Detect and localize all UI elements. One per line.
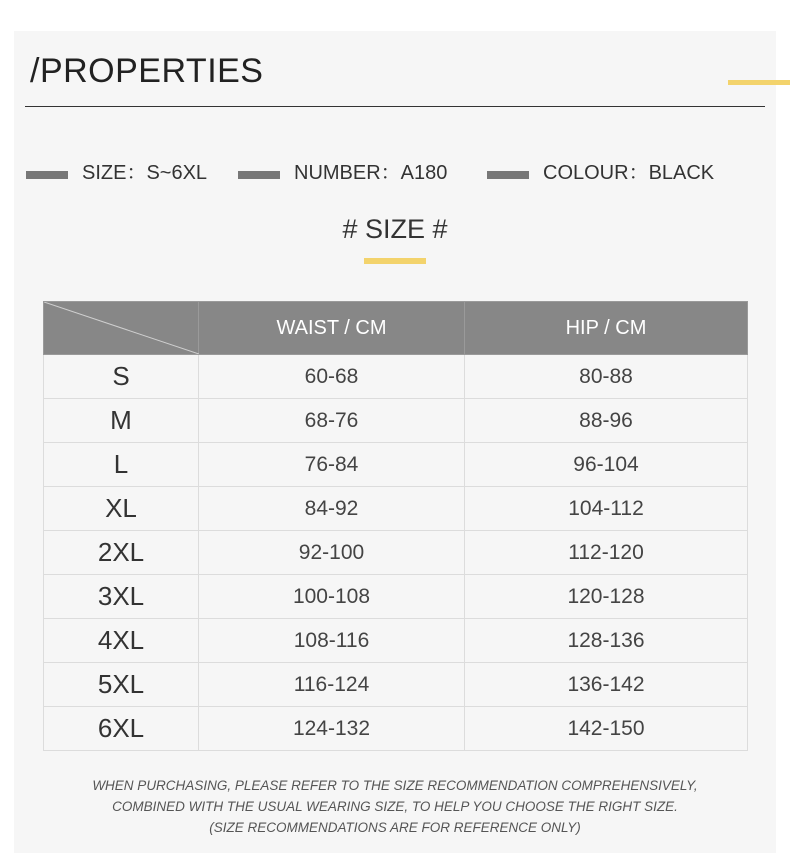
property-bullet — [487, 171, 529, 179]
size-cell: 6XL — [44, 707, 199, 751]
title-accent-bar — [728, 80, 790, 85]
waist-cell: 92-100 — [199, 531, 465, 575]
waist-column-header: WAIST / CM — [199, 302, 465, 355]
hip-cell: 104-112 — [465, 487, 748, 531]
table-row — [44, 487, 748, 531]
size-cell: XL — [44, 487, 199, 531]
table-header-row — [44, 302, 748, 355]
hip-cell: 128-136 — [465, 619, 748, 663]
property-size: SIZE：S~6XL — [82, 162, 208, 184]
waist-cell: 60-68 — [199, 355, 465, 399]
footnote-line: COMBINED WITH THE USUAL WEARING SIZE, TO HELP YOU CHOOSE THE RIGHT SIZE. — [112, 799, 678, 814]
waist-cell: 124-132 — [199, 707, 465, 751]
footnote-line: (SIZE RECOMMENDATIONS ARE FOR REFERENCE ONLY) — [209, 820, 581, 835]
hip-cell: 142-150 — [465, 707, 748, 751]
footnote-line: WHEN PURCHASING, PLEASE REFER TO THE SIZE RECOMMENDATION COMPREHENSIVELY, — [92, 778, 698, 793]
size-cell: L — [44, 443, 199, 487]
waist-cell: 84-92 — [199, 487, 465, 531]
size-cell: 2XL — [44, 531, 199, 575]
table-row — [44, 663, 748, 707]
size-cell: 3XL — [44, 575, 199, 619]
table-row — [44, 443, 748, 487]
table-row — [44, 399, 748, 443]
size-heading: # SIZE # — [342, 214, 448, 244]
title-divider — [25, 106, 765, 107]
hip-column-header: HIP / CM — [465, 302, 748, 355]
table-row — [44, 355, 748, 399]
property-bullet — [26, 171, 68, 179]
table-row — [44, 575, 748, 619]
size-disclaimer — [0, 775, 790, 838]
hip-cell: 136-142 — [465, 663, 748, 707]
hip-cell: 88-96 — [465, 399, 748, 443]
property-colour: COLOUR：BLACK — [543, 162, 715, 184]
hip-cell: 120-128 — [465, 575, 748, 619]
waist-cell: 76-84 — [199, 443, 465, 487]
table-row — [44, 531, 748, 575]
size-cell: 4XL — [44, 619, 199, 663]
size-table — [43, 301, 748, 751]
size-cell: S — [44, 355, 199, 399]
size-cell: M — [44, 399, 199, 443]
size-cell: 5XL — [44, 663, 199, 707]
property-number: NUMBER：A180 — [294, 162, 448, 184]
table-row — [44, 707, 748, 751]
page-title: /PROPERTIES — [30, 52, 264, 90]
waist-cell: 108-116 — [199, 619, 465, 663]
hip-cell: 80-88 — [465, 355, 748, 399]
property-bullet — [238, 171, 280, 179]
diagonal-line — [44, 302, 199, 354]
hip-cell: 96-104 — [465, 443, 748, 487]
waist-cell: 100-108 — [199, 575, 465, 619]
waist-cell: 68-76 — [199, 399, 465, 443]
corner-header-cell — [44, 302, 199, 355]
size-accent-bar — [364, 258, 426, 264]
waist-cell: 116-124 — [199, 663, 465, 707]
hip-cell: 112-120 — [465, 531, 748, 575]
table-row — [44, 619, 748, 663]
